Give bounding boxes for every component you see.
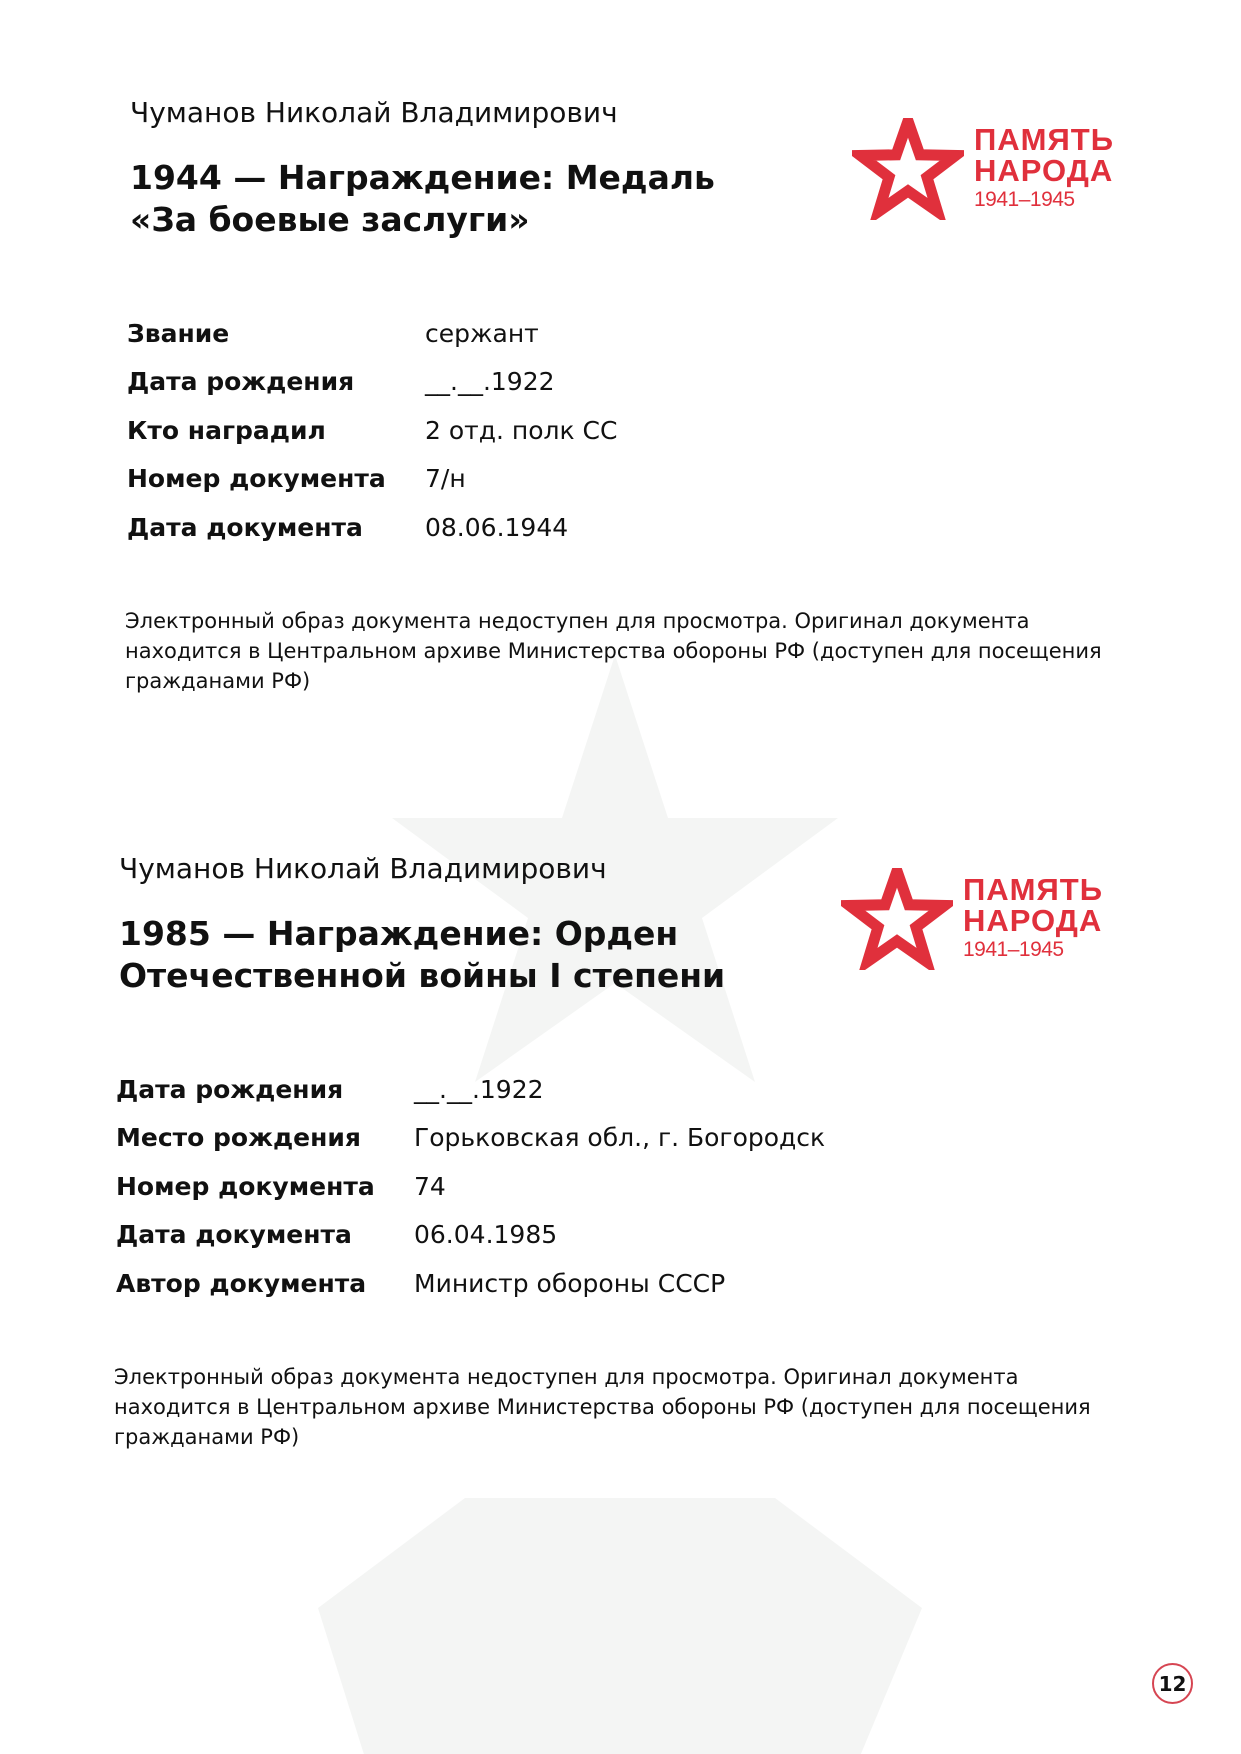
field-label-birth-date: Дата рождения	[127, 367, 355, 397]
field-row	[116, 1114, 1119, 1163]
field-value-birth-place: Горьковская обл., г. Богородск	[414, 1123, 826, 1153]
field-label-awarded-by: Кто наградил	[127, 415, 326, 445]
field-value-birth-date: __.__.1922	[425, 367, 555, 397]
logo-years: 1941–1945	[974, 188, 1075, 211]
logo-years: 1941–1945	[963, 938, 1064, 961]
field-value-rank: сержант	[425, 318, 539, 348]
field-label-document-author: Автор документа	[116, 1268, 367, 1298]
pamyat-naroda-logo	[852, 118, 1114, 220]
record-fields	[127, 309, 1130, 552]
field-row	[127, 406, 1130, 455]
award-title: 1985 — Награждение: Орден Отечественной войны I степени	[119, 914, 726, 995]
field-row	[127, 309, 1130, 358]
field-label-document-date: Дата документа	[127, 512, 363, 542]
pamyat-naroda-logo	[841, 868, 1103, 970]
logo-line-2: НАРОДА	[963, 903, 1103, 938]
page-number: 12	[1152, 1663, 1193, 1704]
logo-line-2: НАРОДА	[974, 153, 1114, 188]
field-label-rank: Звание	[127, 318, 230, 348]
field-row	[116, 1162, 1119, 1211]
red-star-icon	[841, 868, 953, 970]
field-value-document-date: 08.06.1944	[425, 512, 569, 542]
logo-text	[963, 874, 1103, 964]
award-title: 1944 — Награждение: Медаль «За боевые заслуги»	[130, 158, 715, 239]
field-row	[116, 1259, 1119, 1308]
archive-note: Электронный образ документа недоступен для просмотра. Оригинал документа находится в Центральном архиве Министерства обороны РФ (доступен для посещения гражданами РФ)	[114, 1364, 1091, 1449]
field-value-document-number: 74	[414, 1171, 446, 1201]
logo-line-1: ПАМЯТЬ	[974, 122, 1114, 157]
person-name: Чуманов Николай Владимирович	[119, 852, 607, 885]
logo-line-1: ПАМЯТЬ	[963, 872, 1103, 907]
field-row	[127, 358, 1130, 407]
field-label-document-date: Дата документа	[116, 1220, 352, 1250]
red-star-icon	[852, 118, 964, 220]
field-value-birth-date: __.__.1922	[414, 1074, 544, 1104]
field-row	[127, 455, 1130, 504]
field-value-document-number: 7/н	[425, 464, 466, 494]
field-row	[116, 1065, 1119, 1114]
field-label-birth-date: Дата рождения	[116, 1074, 344, 1104]
field-label-document-number: Номер документа	[116, 1171, 375, 1201]
field-label-birth-place: Место рождения	[116, 1123, 361, 1153]
person-name: Чуманов Николай Владимирович	[130, 96, 618, 129]
archive-note: Электронный образ документа недоступен для просмотра. Оригинал документа находится в Центральном архиве Министерства обороны РФ (доступен для посещения гражданами РФ)	[125, 608, 1102, 693]
logo-text	[974, 124, 1114, 214]
field-label-document-number: Номер документа	[127, 464, 386, 494]
field-value-document-author: Министр обороны СССР	[414, 1268, 726, 1298]
record-fields	[116, 1065, 1119, 1308]
field-value-document-date: 06.04.1985	[414, 1220, 558, 1250]
field-row	[127, 503, 1130, 552]
field-row	[116, 1211, 1119, 1260]
field-value-awarded-by: 2 отд. полк СС	[425, 415, 618, 445]
